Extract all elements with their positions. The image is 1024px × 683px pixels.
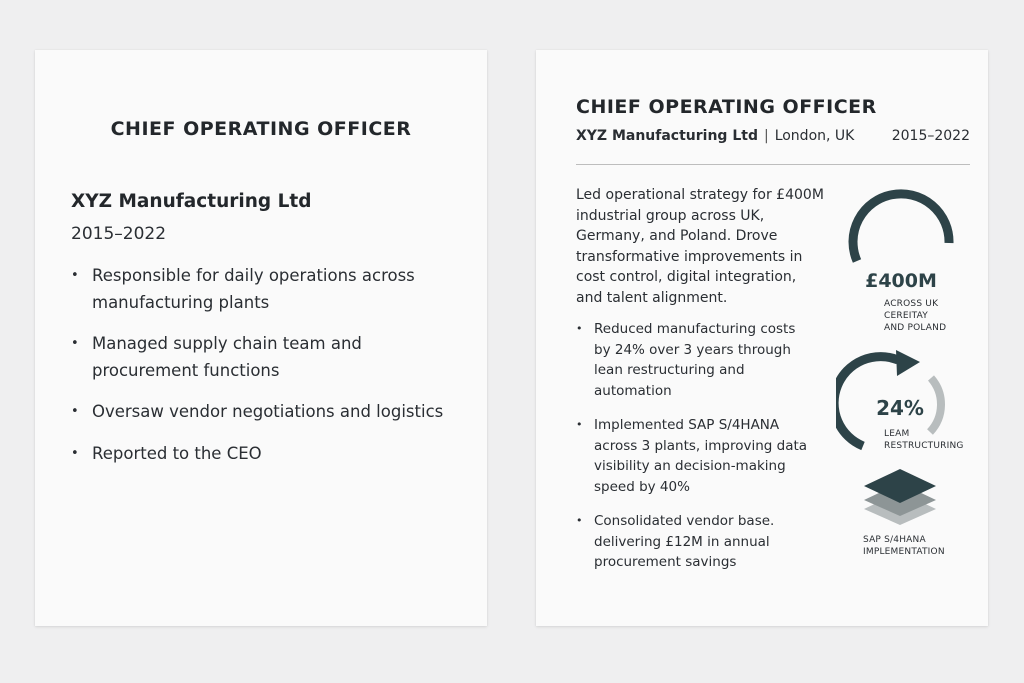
sap-label-line: IMPLEMENTATION — [863, 547, 945, 557]
right-employment-dates: 2015–2022 — [891, 128, 970, 144]
header-divider — [576, 164, 970, 165]
meta-separator: | — [763, 128, 769, 144]
revenue-label-line: AND POLAND — [884, 323, 947, 333]
revenue-label-line: ACROSS UK — [884, 299, 939, 309]
restructuring-metric-value: 24% — [876, 396, 924, 420]
restructuring-label-line: RESTRUCTURING — [884, 441, 964, 451]
restructuring-label-line: LEAM — [884, 429, 910, 439]
sap-label-line: SAP S/4HANA — [863, 535, 926, 545]
right-company-name: XYZ Manufacturing Ltd — [576, 128, 758, 144]
left-bullet-list — [71, 262, 471, 467]
revenue-label-line: CEREITAY — [884, 311, 928, 321]
left-bullet-item: • Responsible for daily operations across manufacturing plants — [71, 262, 471, 316]
left-bullet-item: • Reported to the CEO — [71, 440, 471, 467]
left-job-title: CHIEF OPERATING OFFICER — [110, 118, 412, 140]
gauge-arc-icon — [853, 194, 949, 261]
revenue-metric-label — [884, 298, 946, 334]
left-bullet-item: • Managed supply chain team and procurement functions — [71, 330, 471, 384]
right-bullet-list — [576, 319, 816, 573]
right-bullet-item: • Implemented SAP S/4HANA across 3 plants, improving data visibility an decision-making speed by 40% — [576, 415, 816, 497]
sap-metric-label — [863, 534, 945, 558]
left-employment-dates: 2015–2022 — [71, 224, 167, 244]
role-summary: Led operational strategy for £400M industrial group across UK, Germany, and Poland. Drove transformative improvements in cost control, digital integration, and talent alignment. — [576, 187, 824, 306]
metrics-graphics — [836, 170, 986, 557]
stacked-layers-icon — [864, 469, 936, 525]
right-location: London, UK — [774, 128, 855, 144]
right-job-title: CHIEF OPERATING OFFICER — [576, 96, 877, 118]
right-bullet-item: • Reduced manufacturing costs by 24% over 3 years through lean restructuring and automation — [576, 319, 816, 401]
left-bullet-item: • Oversaw vendor negotiations and logistics — [71, 398, 471, 425]
right-meta-line — [576, 128, 970, 144]
original-resume-card — [35, 50, 487, 626]
improved-resume-card — [536, 50, 988, 626]
restructuring-metric-label — [884, 428, 964, 452]
metrics-svg — [836, 170, 986, 530]
left-company-name: XYZ Manufacturing Ltd — [71, 191, 312, 212]
revenue-metric-value: £400M — [865, 270, 937, 292]
right-bullet-item: • Consolidated vendor base. delivering £12M in annual procurement savings — [576, 511, 816, 573]
